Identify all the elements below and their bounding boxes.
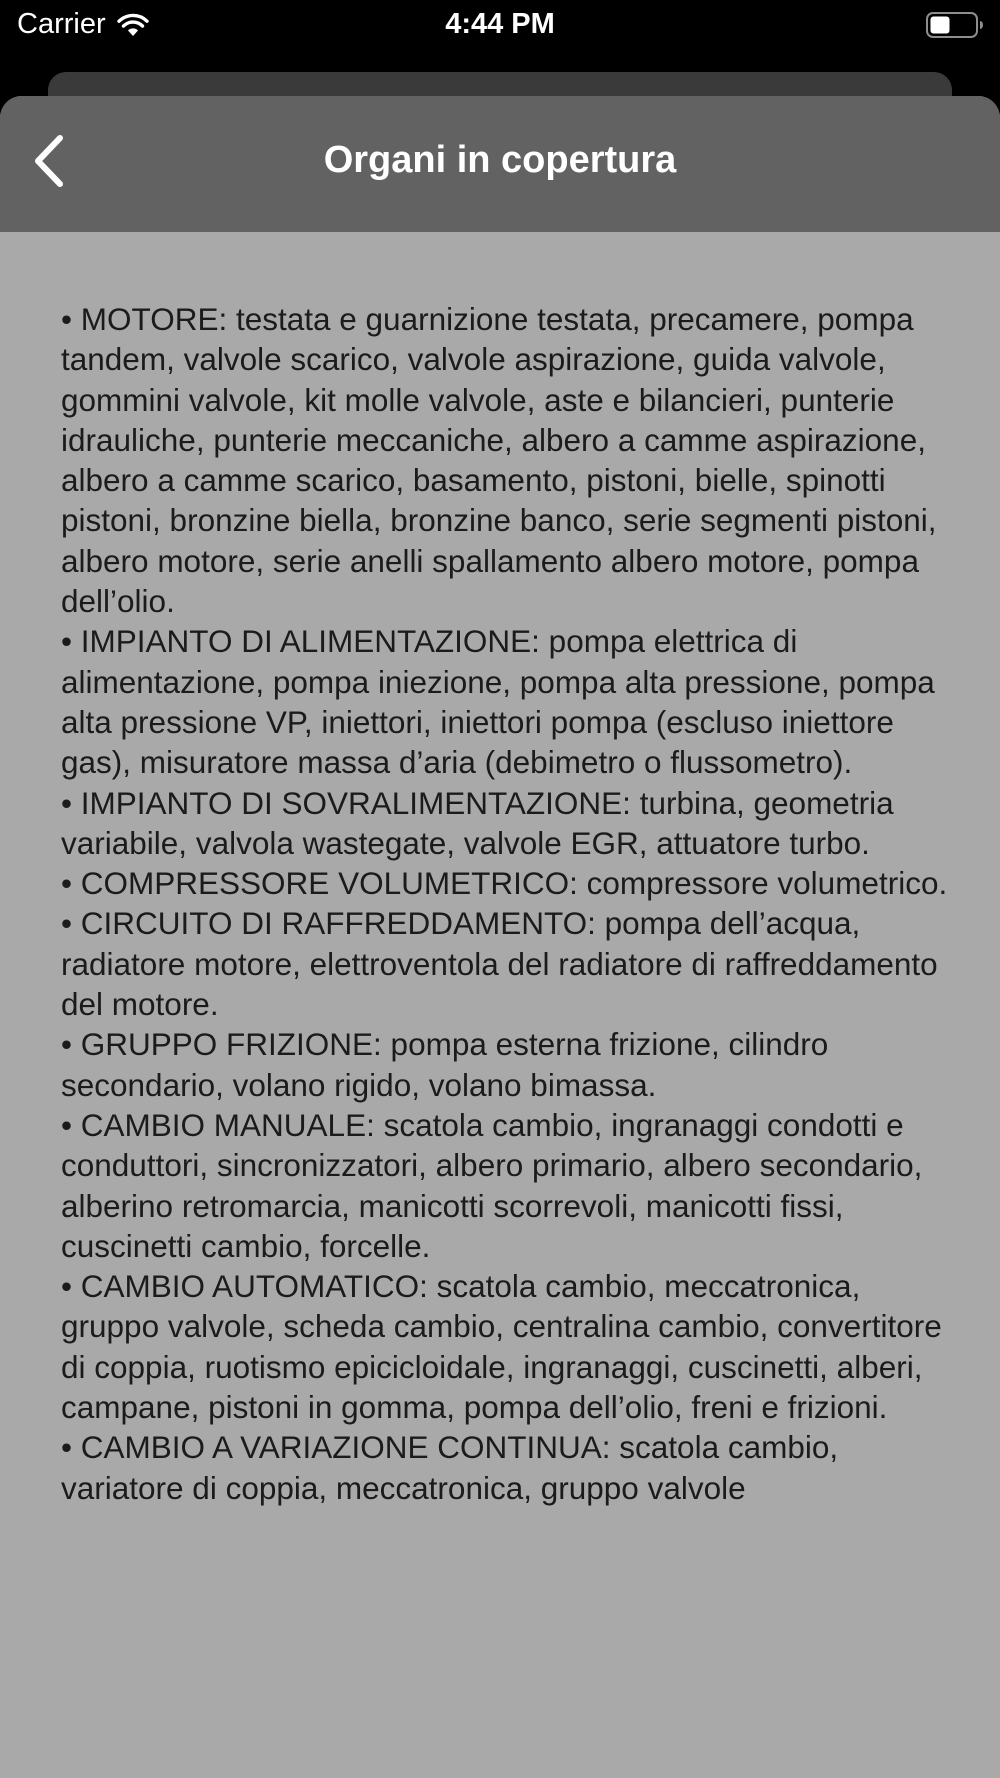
coverage-item-sovralimentazione: • IMPIANTO DI SOVRALIMENTAZIONE: turbina, geometria variabile, valvola wastegate, valvole EGR, attuatore turbo. (61, 784, 894, 861)
coverage-item-frizione: • GRUPPO FRIZIONE: pompa esterna frizione, cilindro secondario, volano rigido, volano bimassa. (61, 1026, 829, 1103)
status-bar (0, 0, 1000, 60)
coverage-item-motore: • MOTORE: testata e guarnizione testata, precamere, pompa tandem, valvole scarico, valvole aspirazione, guida valvole, gommini valvole, kit molle valvole, aste e bilancieri, punterie idrauliche, punterie meccaniche, albero a camme aspirazione, albero a camme scarico, basamento, pistoni, bielle, spinotti pistoni, bronzine biella, bronzine banco, serie segmenti pistoni, albero motore, serie anelli spallamento albero motore, pompa dell’olio. (61, 301, 937, 620)
coverage-item-cambio-automatico: • CAMBIO AUTOMATICO: scatola cambio, meccatronica, gruppo valvole, scheda cambio, centralina cambio, convertitore di coppia, ruotismo epicicloidale, ingranaggi, cuscinetti, alberi, campane, pistoni in gomma, pompa dell’olio, freni e frizioni. (61, 1268, 942, 1426)
coverage-text (61, 299, 951, 1694)
page-title: Organi in copertura (323, 139, 677, 181)
modal-sheet (0, 96, 1000, 1778)
battery-icon (926, 12, 984, 38)
coverage-item-raffreddamento: • CIRCUITO DI RAFFREDDAMENTO: pompa dell’acqua, radiatore motore, elettroventola del radiatore di raffreddamento del motore. (61, 905, 938, 1023)
status-time: 4:44 PM (445, 8, 555, 40)
coverage-item-alimentazione: • IMPIANTO DI ALIMENTAZIONE: pompa elettrica di alimentazione, pompa iniezione, pompa alta pressione, pompa alta pressione VP, iniettori, iniettori pompa (escluso iniettore gas), misuratore massa d’aria (debimetro o flussometro). (61, 623, 935, 781)
carrier-label: Carrier (17, 8, 106, 40)
coverage-item-compressore: • COMPRESSORE VOLUMETRICO: compressore volumetrico. (61, 865, 948, 902)
coverage-item-cambio-manuale: • CAMBIO MANUALE: scatola cambio, ingranaggi condotti e conduttori, sincronizzatori, albero primario, albero secondario, alberino retromarcia, manicotti scorrevoli, manicotti fissi, cuscinetti cambio, forcelle. (61, 1106, 923, 1264)
coverage-item-cambio-cvt: • CAMBIO A VARIAZIONE CONTINUA: scatola cambio, variatore di coppia, meccatronica, gruppo valvole (61, 1429, 839, 1506)
navigation-bar (0, 96, 1000, 232)
